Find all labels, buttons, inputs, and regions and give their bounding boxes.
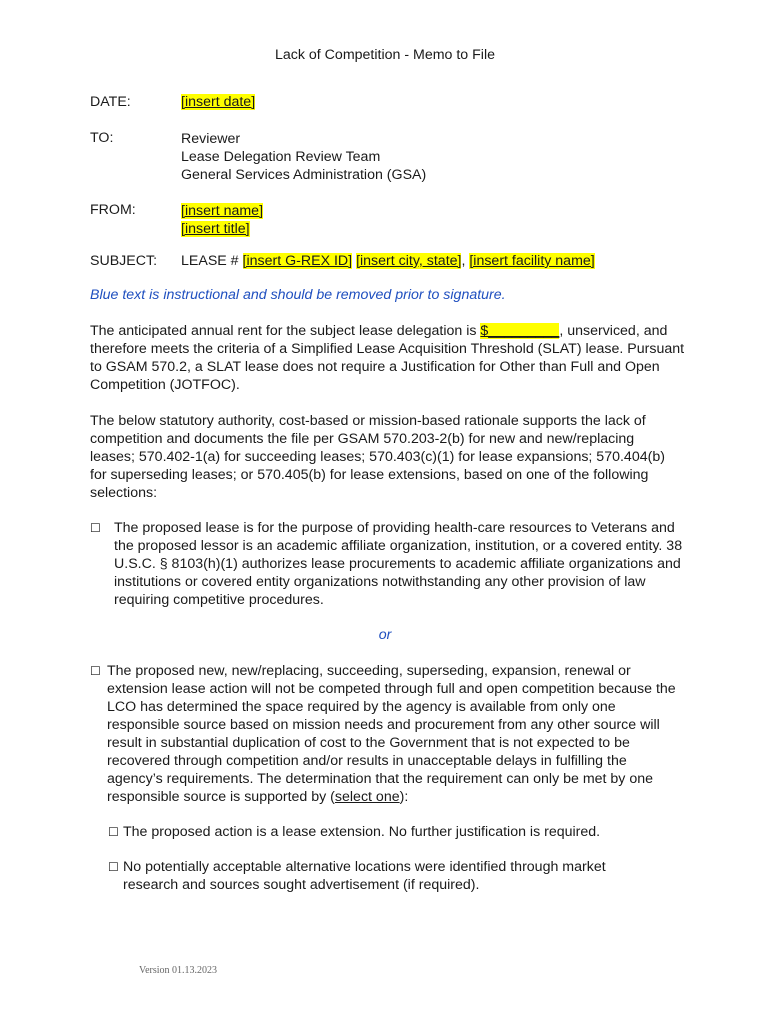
option-one-source: ☐ The proposed new, new/replacing, succeeding, superseding, expansion, renewal or extension lease action will not be competed through full and open competition because the LCO has determined the space required by the agency is available from only one responsible source based on mission needs and procurement from any other source will result in substantial duplication of cost to the Government that is not expected to be recovered through competition and/or results in unacceptable delays in fulfilling the agency’s requirements. The determination that the requirement can only be met by one responsible source is supported by (select one): xyxy=(90,663,676,805)
to-line: Lease Delegation Review Team xyxy=(181,149,381,165)
subject-separator: , xyxy=(461,253,470,269)
from-title-field[interactable]: [insert title] xyxy=(181,221,250,237)
to-block xyxy=(181,130,426,184)
from-block xyxy=(181,202,263,238)
city-state-field[interactable]: [insert city, state] xyxy=(356,253,462,269)
to-line: Reviewer xyxy=(181,131,241,147)
rent-amount-field[interactable]: $_________ xyxy=(480,323,560,339)
option-academic-affiliate: ☐ The proposed lease is for the purpose of providing health-care resources to Veterans and the proposed lessor is an academic affiliate organization, institution, or a covered entity. 38 U.S.C. § 8103(h)(1) authorizes lease procurements to academic affiliate organizations and institutions or covered entity organizations notwithstanding any other provision of law requiring competitive procedures. xyxy=(90,520,683,608)
to-line: General Services Administration (GSA) xyxy=(181,167,427,183)
from-name-field[interactable]: [insert name] xyxy=(181,203,264,219)
or-separator: or xyxy=(378,627,392,643)
subject-prefix: LEASE # xyxy=(181,253,243,269)
checkbox[interactable]: ☐ xyxy=(108,860,119,874)
checkbox[interactable]: ☐ xyxy=(90,521,101,535)
authority-paragraph: The below statutory authority, cost-based or mission-based rationale supports the lack of competition and documents the file per GSAM 570.203-2(b) for new and new/replacing leases; 570.402-1(a) for succeeding leases; 570.403(c)(1) for lease expansions; 570.404(b) for superseding leases; or 570.405(b) for lease extensions, based on one of the following selections: xyxy=(90,413,665,501)
sub-option-lease-extension: ☐ The proposed action is a lease extension. No further justification is required. xyxy=(108,824,601,840)
rent-paragraph: The anticipated annual rent for the subject lease delegation is $_________, unserviced, and therefore meets the criteria of a Simplified Lease Acquisition Threshold (SLAT) lease. Pursuant to GSAM 570.2, a SLAT lease does not require a Justification for Other than Full and Open Competition (JOTFOC). xyxy=(90,323,685,393)
grex-id-field[interactable]: [insert G-REX ID] xyxy=(242,253,353,269)
checkbox[interactable]: ☐ xyxy=(90,664,101,678)
facility-name-field[interactable]: [insert facility name] xyxy=(469,253,595,269)
sub-option-no-alternatives: ☐ No potentially acceptable alternative locations were identified through market research and sources sought advertisement (if required). xyxy=(108,859,606,893)
subject-line xyxy=(181,253,595,269)
from-label: FROM: xyxy=(90,202,136,218)
date-label: DATE: xyxy=(90,94,131,110)
checkbox[interactable]: ☐ xyxy=(108,825,119,839)
instruction-note: Blue text is instructional and should be removed prior to signature. xyxy=(90,287,506,303)
date-field[interactable]: [insert date] xyxy=(181,94,256,110)
subject-label: SUBJECT: xyxy=(90,253,158,269)
to-label: TO: xyxy=(90,130,114,146)
document-title: Lack of Competition - Memo to File xyxy=(275,47,495,63)
select-one-link[interactable]: select one xyxy=(334,789,400,805)
version-footer: Version 01.13.2023 xyxy=(139,965,218,976)
